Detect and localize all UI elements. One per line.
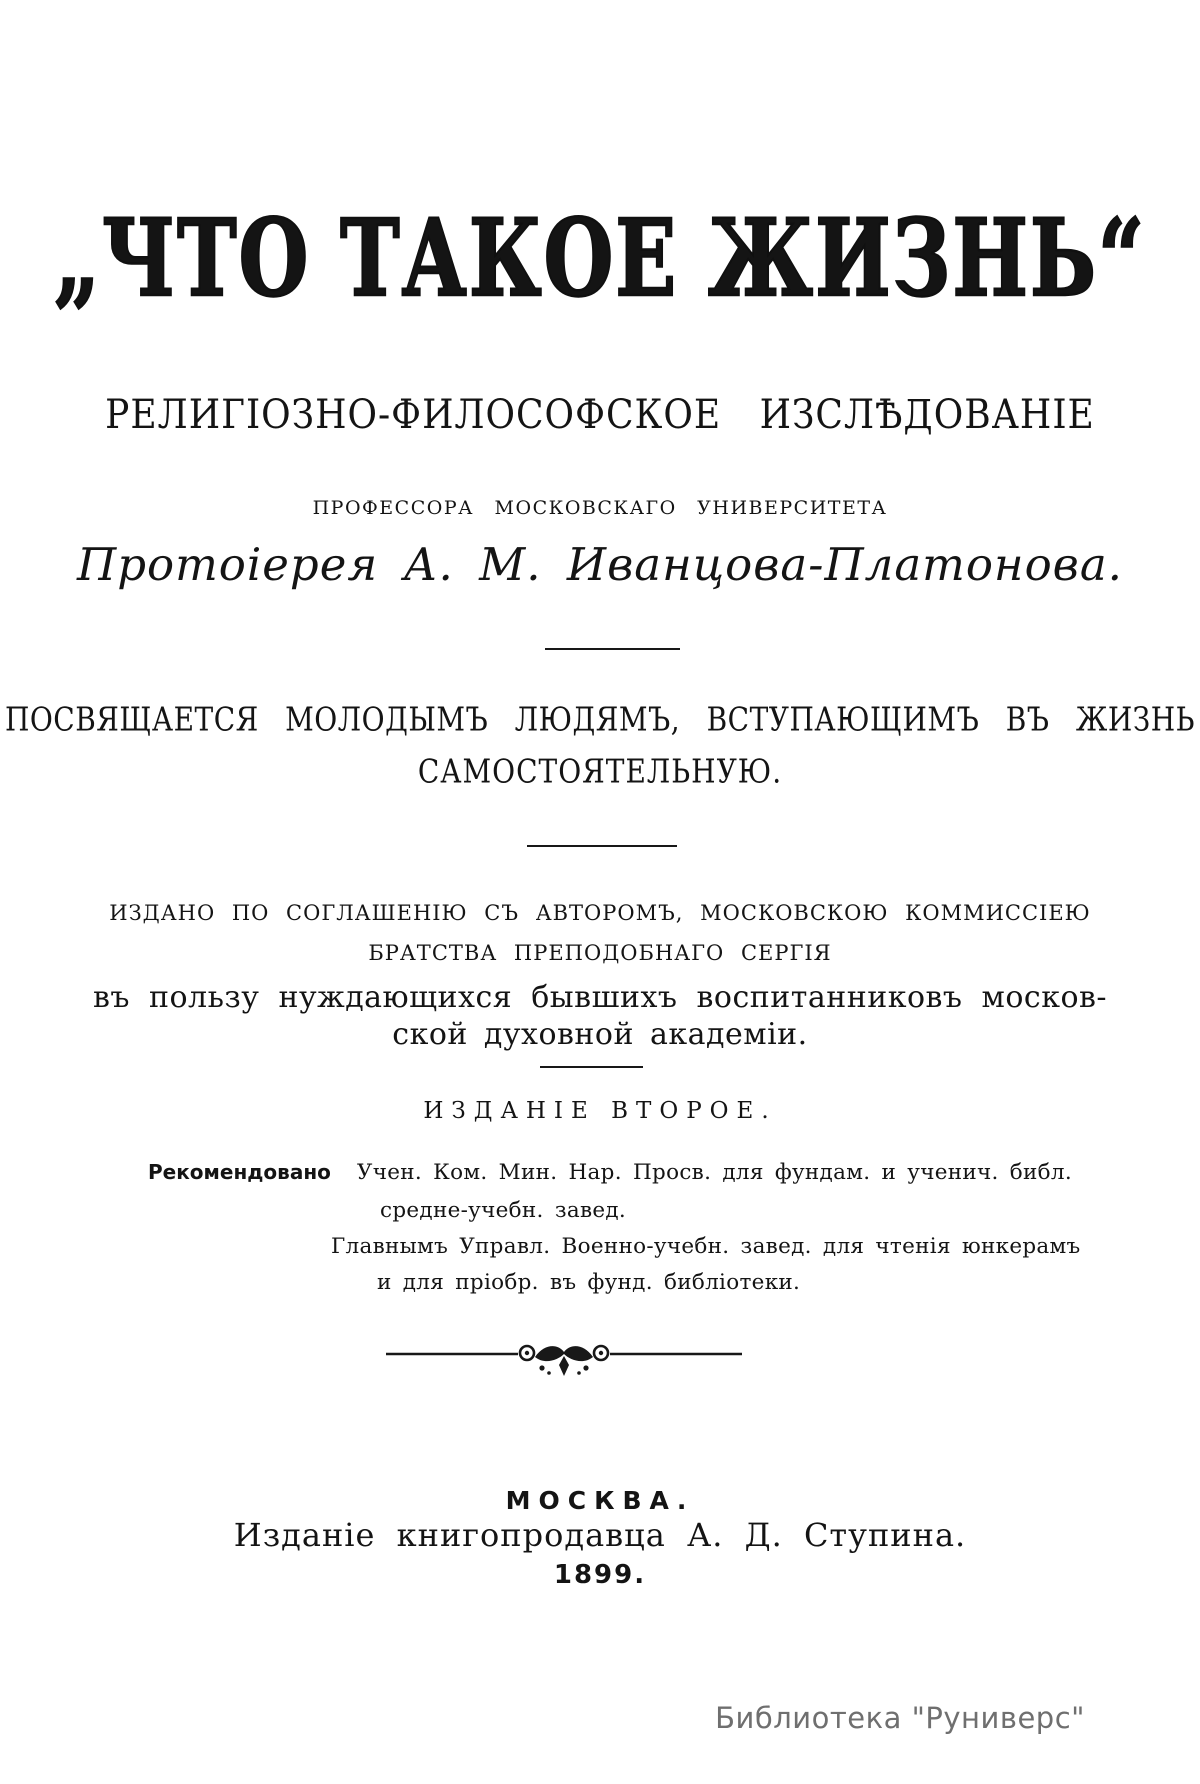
imprint-city: МОСКВА.	[505, 1486, 695, 1515]
ornament-divider	[386, 1340, 742, 1380]
publication-note-line-1: ИЗДАНО ПО СОГЛАШЕНІЮ СЪ АВТОРОМЪ, МОСКОВСКОЮ КОММИССІЕЮ	[109, 901, 1091, 925]
recommendation-label: Рекомендовано	[148, 1160, 331, 1184]
divider-rule-2	[527, 845, 677, 847]
library-watermark: Библиотека "Руниверс"	[715, 1701, 1085, 1735]
recommendation-line-2: средне-учебн. завед.	[380, 1198, 627, 1223]
dedication-line-1: ПОСВЯЩАЕТСЯ МОЛОДЫМЪ ЛЮДЯМЪ, ВСТУПАЮЩИМЪ ВЪ ЖИЗНЬ	[4, 700, 1196, 739]
imprint-year: 1899.	[553, 1560, 647, 1590]
recommendation-text-1: Учен. Ком. Мин. Нар. Просв. для фундам. и ученич. библ.	[356, 1160, 1072, 1185]
recommendation-line-3: Главнымъ Управл. Военно-учебн. завед. для чтенія юнкерамъ	[331, 1234, 1081, 1259]
imprint-publisher: Изданіе книгопродавца А. Д. Ступина.	[233, 1516, 967, 1554]
author-name: Протоіерея А. М. Иванцова-Платонова.	[76, 538, 1123, 591]
dedication-line-2: САМОСТОЯТЕЛЬНУЮ.	[417, 752, 783, 791]
divider-rule-3	[540, 1066, 643, 1068]
author-role: ПРОФЕССОРА МОСКОВСКАГО УНИВЕРСИТЕТА	[312, 497, 888, 519]
recommendation-line-1	[148, 1160, 1072, 1185]
book-subtitle: РЕЛИГІОЗНО-ФИЛОСОФСКОЕ ИЗСЛѢДОВАНІЕ	[105, 392, 1095, 438]
divider-rule-1	[545, 648, 680, 650]
benefit-note-line-1: въ пользу нуждающихся бывшихъ воспитанниковъ москов-	[92, 980, 1108, 1015]
publication-note-line-2: БРАТСТВА ПРЕПОДОБНАГО СЕРГІЯ	[368, 941, 832, 965]
recommendation-line-4: и для пріобр. въ фунд. библіотеки.	[377, 1270, 801, 1295]
book-title: „ЧТО ТАКОЕ ЖИЗНЬ“	[54, 196, 1146, 321]
benefit-note-line-2: ской духовной академіи.	[392, 1017, 808, 1052]
edition-note: ИЗДАНІЕ ВТОРОЕ.	[423, 1098, 777, 1124]
